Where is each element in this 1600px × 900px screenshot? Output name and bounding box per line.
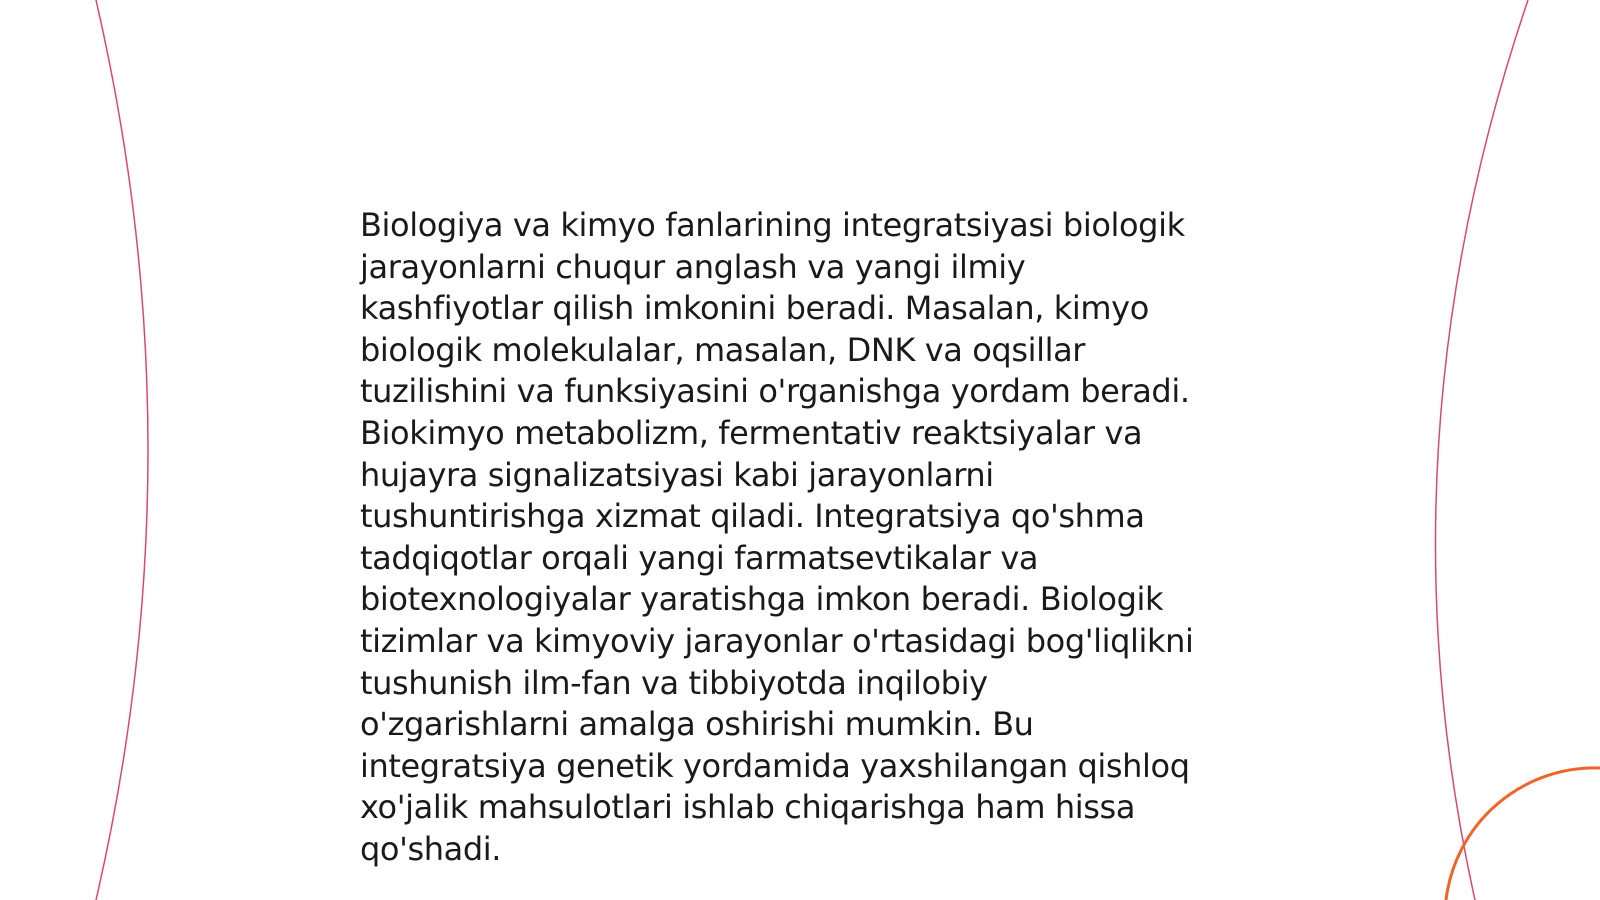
- text-line: tizimlar va kimyoviy jarayonlar o'rtasidagi bog'liqlikni: [360, 621, 1194, 660]
- text-line: qo'shadi.: [360, 829, 502, 868]
- left-arc-line: [96, 0, 148, 900]
- text-line: o'zgarishlarni amalga oshirishi mumkin. Bu: [360, 705, 1034, 744]
- right-arc-line: [1435, 0, 1528, 900]
- text-line: tushuntirishga xizmat qiladi. Integratsiya qo'shma: [360, 497, 1145, 536]
- text-line: Biokimyo metabolizm, fermentativ reaktsiyalar va: [360, 413, 1143, 452]
- body-paragraph: [360, 205, 1240, 871]
- text-line: tuzilishini va funksiyasini o'rganishga yordam beradi.: [360, 372, 1190, 411]
- text-line: biologik molekulalar, masalan, DNK va oqsillar: [360, 330, 1086, 369]
- text-line: kashfiyotlar qilish imkonini beradi. Masalan, kimyo: [360, 289, 1149, 328]
- text-line: tadqiqotlar orqali yangi farmatsevtikalar va: [360, 538, 1039, 577]
- accent-circle-arc: [1446, 768, 1600, 900]
- text-line: tushunish ilm-fan va tibbiyotda inqilobiy: [360, 663, 988, 702]
- text-line: Biologiya va kimyo fanlarining integratsiyasi biologik: [360, 206, 1185, 244]
- text-line: jarayonlarni chuqur anglash va yangi ilmiy: [360, 247, 1026, 286]
- text-line: integratsiya genetik yordamida yaxshilangan qishloq: [360, 746, 1190, 785]
- text-line: hujayra signalizatsiyasi kabi jarayonlarni: [360, 455, 994, 494]
- text-line: biotexnologiyalar yaratishga imkon beradi. Biologik: [360, 580, 1164, 619]
- text-line: xo'jalik mahsulotlari ishlab chiqarishga ham hissa: [360, 788, 1136, 827]
